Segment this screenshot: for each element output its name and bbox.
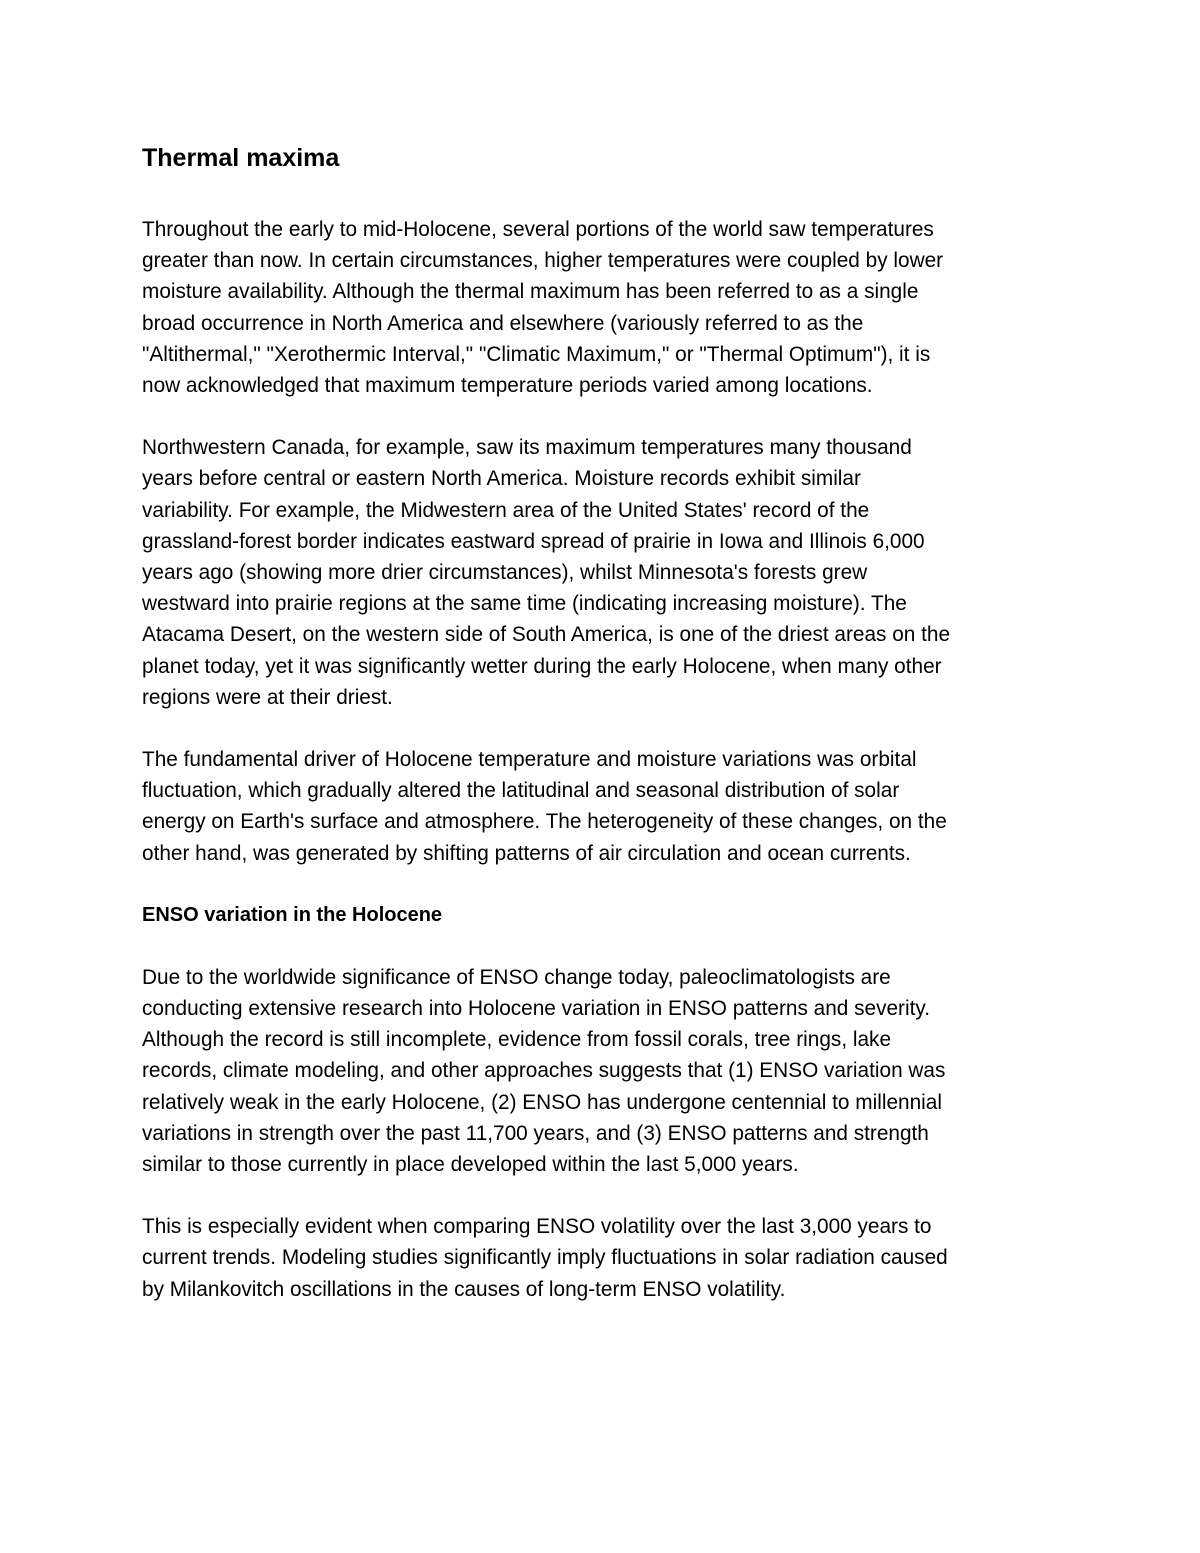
text-line: years ago (showing more drier circumstances), whilst Minnesota's forests grew xyxy=(142,561,868,585)
text-line: relatively weak in the early Holocene, (2) ENSO has undergone centennial to millennial xyxy=(142,1090,942,1114)
paragraph-regional-variability xyxy=(142,432,1072,713)
paragraph-enso-volatility xyxy=(142,1211,1072,1305)
text-line: energy on Earth's surface and atmosphere. The heterogeneity of these changes, on the xyxy=(142,810,947,834)
text-line: years before central or eastern North America. Moisture records exhibit similar xyxy=(142,467,861,491)
text-line: variability. For example, the Midwestern area of the United States' record of the xyxy=(142,498,870,522)
text-line: Throughout the early to mid-Holocene, several portions of the world saw temperatures xyxy=(142,218,934,241)
text-line: by Milankovitch oscillations in the causes of long-term ENSO volatility. xyxy=(142,1277,786,1301)
text-line: variations in strength over the past 11,700 years, and (3) ENSO patterns and strength xyxy=(142,1121,929,1145)
text-line: Northwestern Canada, for example, saw its maximum temperatures many thousand xyxy=(142,436,912,460)
text-line: broad occurrence in North America and elsewhere (variously referred to as the xyxy=(142,311,864,335)
text-line: regions were at their driest. xyxy=(142,685,393,709)
document-body xyxy=(142,138,1072,1336)
text-line: current trends. Modeling studies significantly imply fluctuations in solar radiation caused xyxy=(142,1246,948,1270)
text-line: Although the record is still incomplete, evidence from fossil corals, tree rings, lake xyxy=(142,1028,892,1052)
text-line: conducting extensive research into Holocene variation in ENSO patterns and severity. xyxy=(142,997,931,1021)
text-line: records, climate modeling, and other approaches suggests that (1) ENSO variation was xyxy=(142,1059,946,1083)
text-line: greater than now. In certain circumstances, higher temperatures were coupled by lower xyxy=(142,249,944,273)
text-line: moisture availability. Although the thermal maximum has been referred to as a single xyxy=(142,280,919,304)
page-title: Thermal maxima xyxy=(142,144,340,172)
text-line: other hand, was generated by shifting patterns of air circulation and ocean currents. xyxy=(142,841,911,865)
text-line: Due to the worldwide significance of ENSO change today, paleoclimatologists are xyxy=(142,965,891,989)
text-line: westward into prairie regions at the same time (indicating increasing moisture). The xyxy=(142,592,907,616)
text-line: grassland-forest border indicates eastward spread of prairie in Iowa and Illinois 6,000 xyxy=(142,529,925,553)
section-heading-enso: ENSO variation in the Holocene xyxy=(142,903,443,926)
text-line: planet today, yet it was significantly wetter during the early Holocene, when many other xyxy=(142,654,942,678)
paragraph-thermal-definition xyxy=(142,214,1072,401)
text-line: Atacama Desert, on the western side of South America, is one of the driest areas on the xyxy=(142,623,951,647)
text-line: The fundamental driver of Holocene temperature and moisture variations was orbital xyxy=(142,748,917,772)
paragraph-enso-research xyxy=(142,962,1072,1180)
text-line: now acknowledged that maximum temperature periods varied among locations. xyxy=(142,374,873,398)
text-line: similar to those currently in place developed within the last 5,000 years. xyxy=(142,1153,799,1177)
text-line: This is especially evident when comparing ENSO volatility over the last 3,000 years to xyxy=(142,1215,932,1239)
paragraph-orbital-driver xyxy=(142,744,1072,869)
text-line: "Altithermal," "Xerothermic Interval," "Climatic Maximum," or "Thermal Optimum"), it is xyxy=(142,342,931,366)
text-line: fluctuation, which gradually altered the latitudinal and seasonal distribution of solar xyxy=(142,779,900,803)
